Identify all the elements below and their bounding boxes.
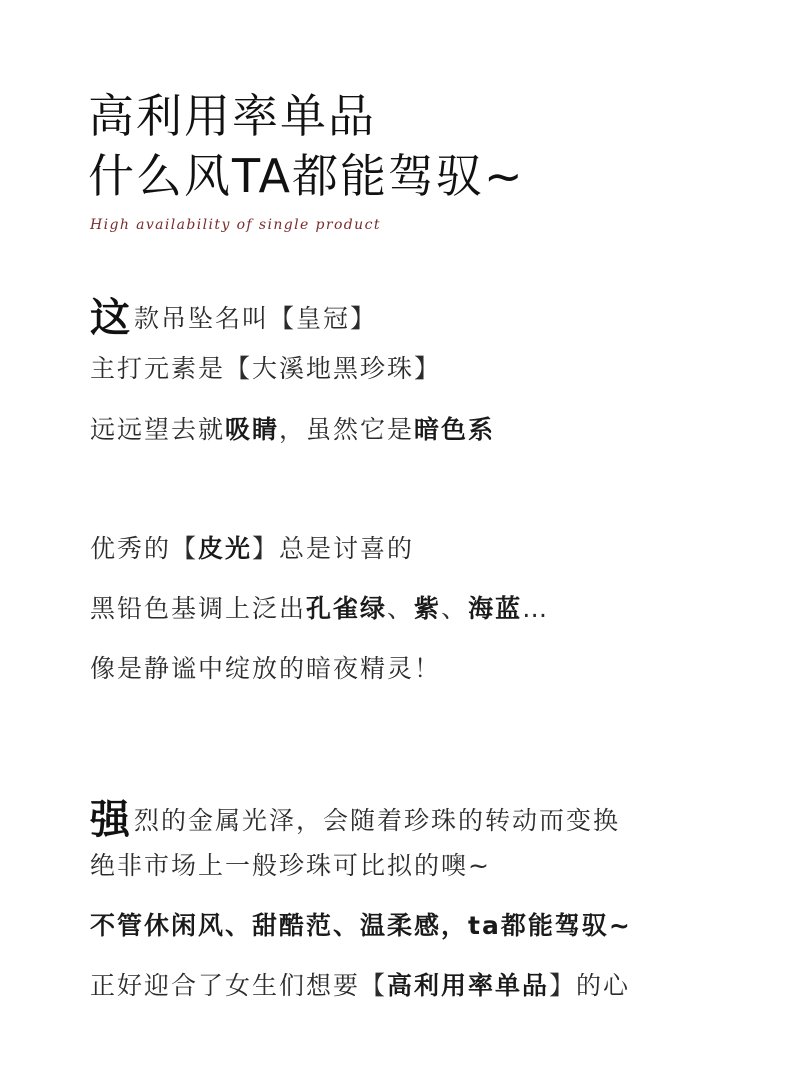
p1-line-3-emphasis-b: 暗色系	[414, 415, 496, 444]
p2-line-2	[90, 596, 549, 621]
p3-line-2: 绝非市场上一般珍珠可比拟的噢~	[90, 851, 491, 880]
p3-line-1	[90, 797, 621, 843]
p2-line-2-ellipsis: …	[522, 594, 550, 623]
p3-line-3: 不管休闲风、甜酷范、温柔感，ta都能驾驭~	[90, 911, 632, 940]
p1-line-1-text: 款吊坠名叫【皇冠】	[134, 304, 378, 333]
p1-initial-character: 这	[90, 295, 132, 341]
p2-line-2-separator-a: 、	[387, 594, 415, 623]
p1-line-3-text-b: ，虽然它是	[279, 415, 415, 444]
p3-line-4	[90, 973, 630, 998]
p2-line-1-emphasis: 皮光	[198, 534, 253, 563]
p2-line-2-emphasis-c: 海蓝	[468, 594, 523, 623]
p2-line-2-separator-b: 、	[441, 594, 469, 623]
p2-line-3: 像是静谧中绽放的暗夜精灵！	[90, 654, 442, 683]
p2-line-2-emphasis-a: 孔雀绿	[306, 594, 388, 623]
p3-line-1-text: 烈的金属光泽，会随着珍珠的转动而变换	[134, 806, 621, 835]
p1-line-1	[90, 295, 378, 341]
p1-line-3-emphasis-a: 吸睛	[225, 415, 280, 444]
p2-line-1-text-b: 】总是讨喜的	[252, 534, 415, 563]
p3-line-4-text-a: 正好迎合了女生们想要【	[90, 971, 388, 1000]
p1-line-3-text-a: 远远望去就	[90, 415, 226, 444]
headline-line-2: 什么风TA都能驾驭~	[88, 149, 525, 203]
p1-line-3	[90, 417, 495, 442]
p2-line-2-text-a: 黑铅色基调上泛出	[90, 594, 307, 623]
p2-line-2-emphasis-b: 紫	[414, 594, 442, 623]
p3-line-4-emphasis: 高利用率单品	[387, 971, 550, 1000]
p2-line-1	[90, 536, 414, 561]
headline-line-1: 高利用率单品	[88, 89, 376, 143]
p2-line-1-text-a: 优秀的【	[90, 534, 199, 563]
p3-initial-character: 强	[90, 797, 132, 843]
english-subtitle: High availability of single product	[90, 217, 381, 233]
p1-line-2: 主打元素是【大溪地黑珍珠】	[90, 354, 442, 383]
p3-line-4-text-b: 】的心	[549, 971, 631, 1000]
